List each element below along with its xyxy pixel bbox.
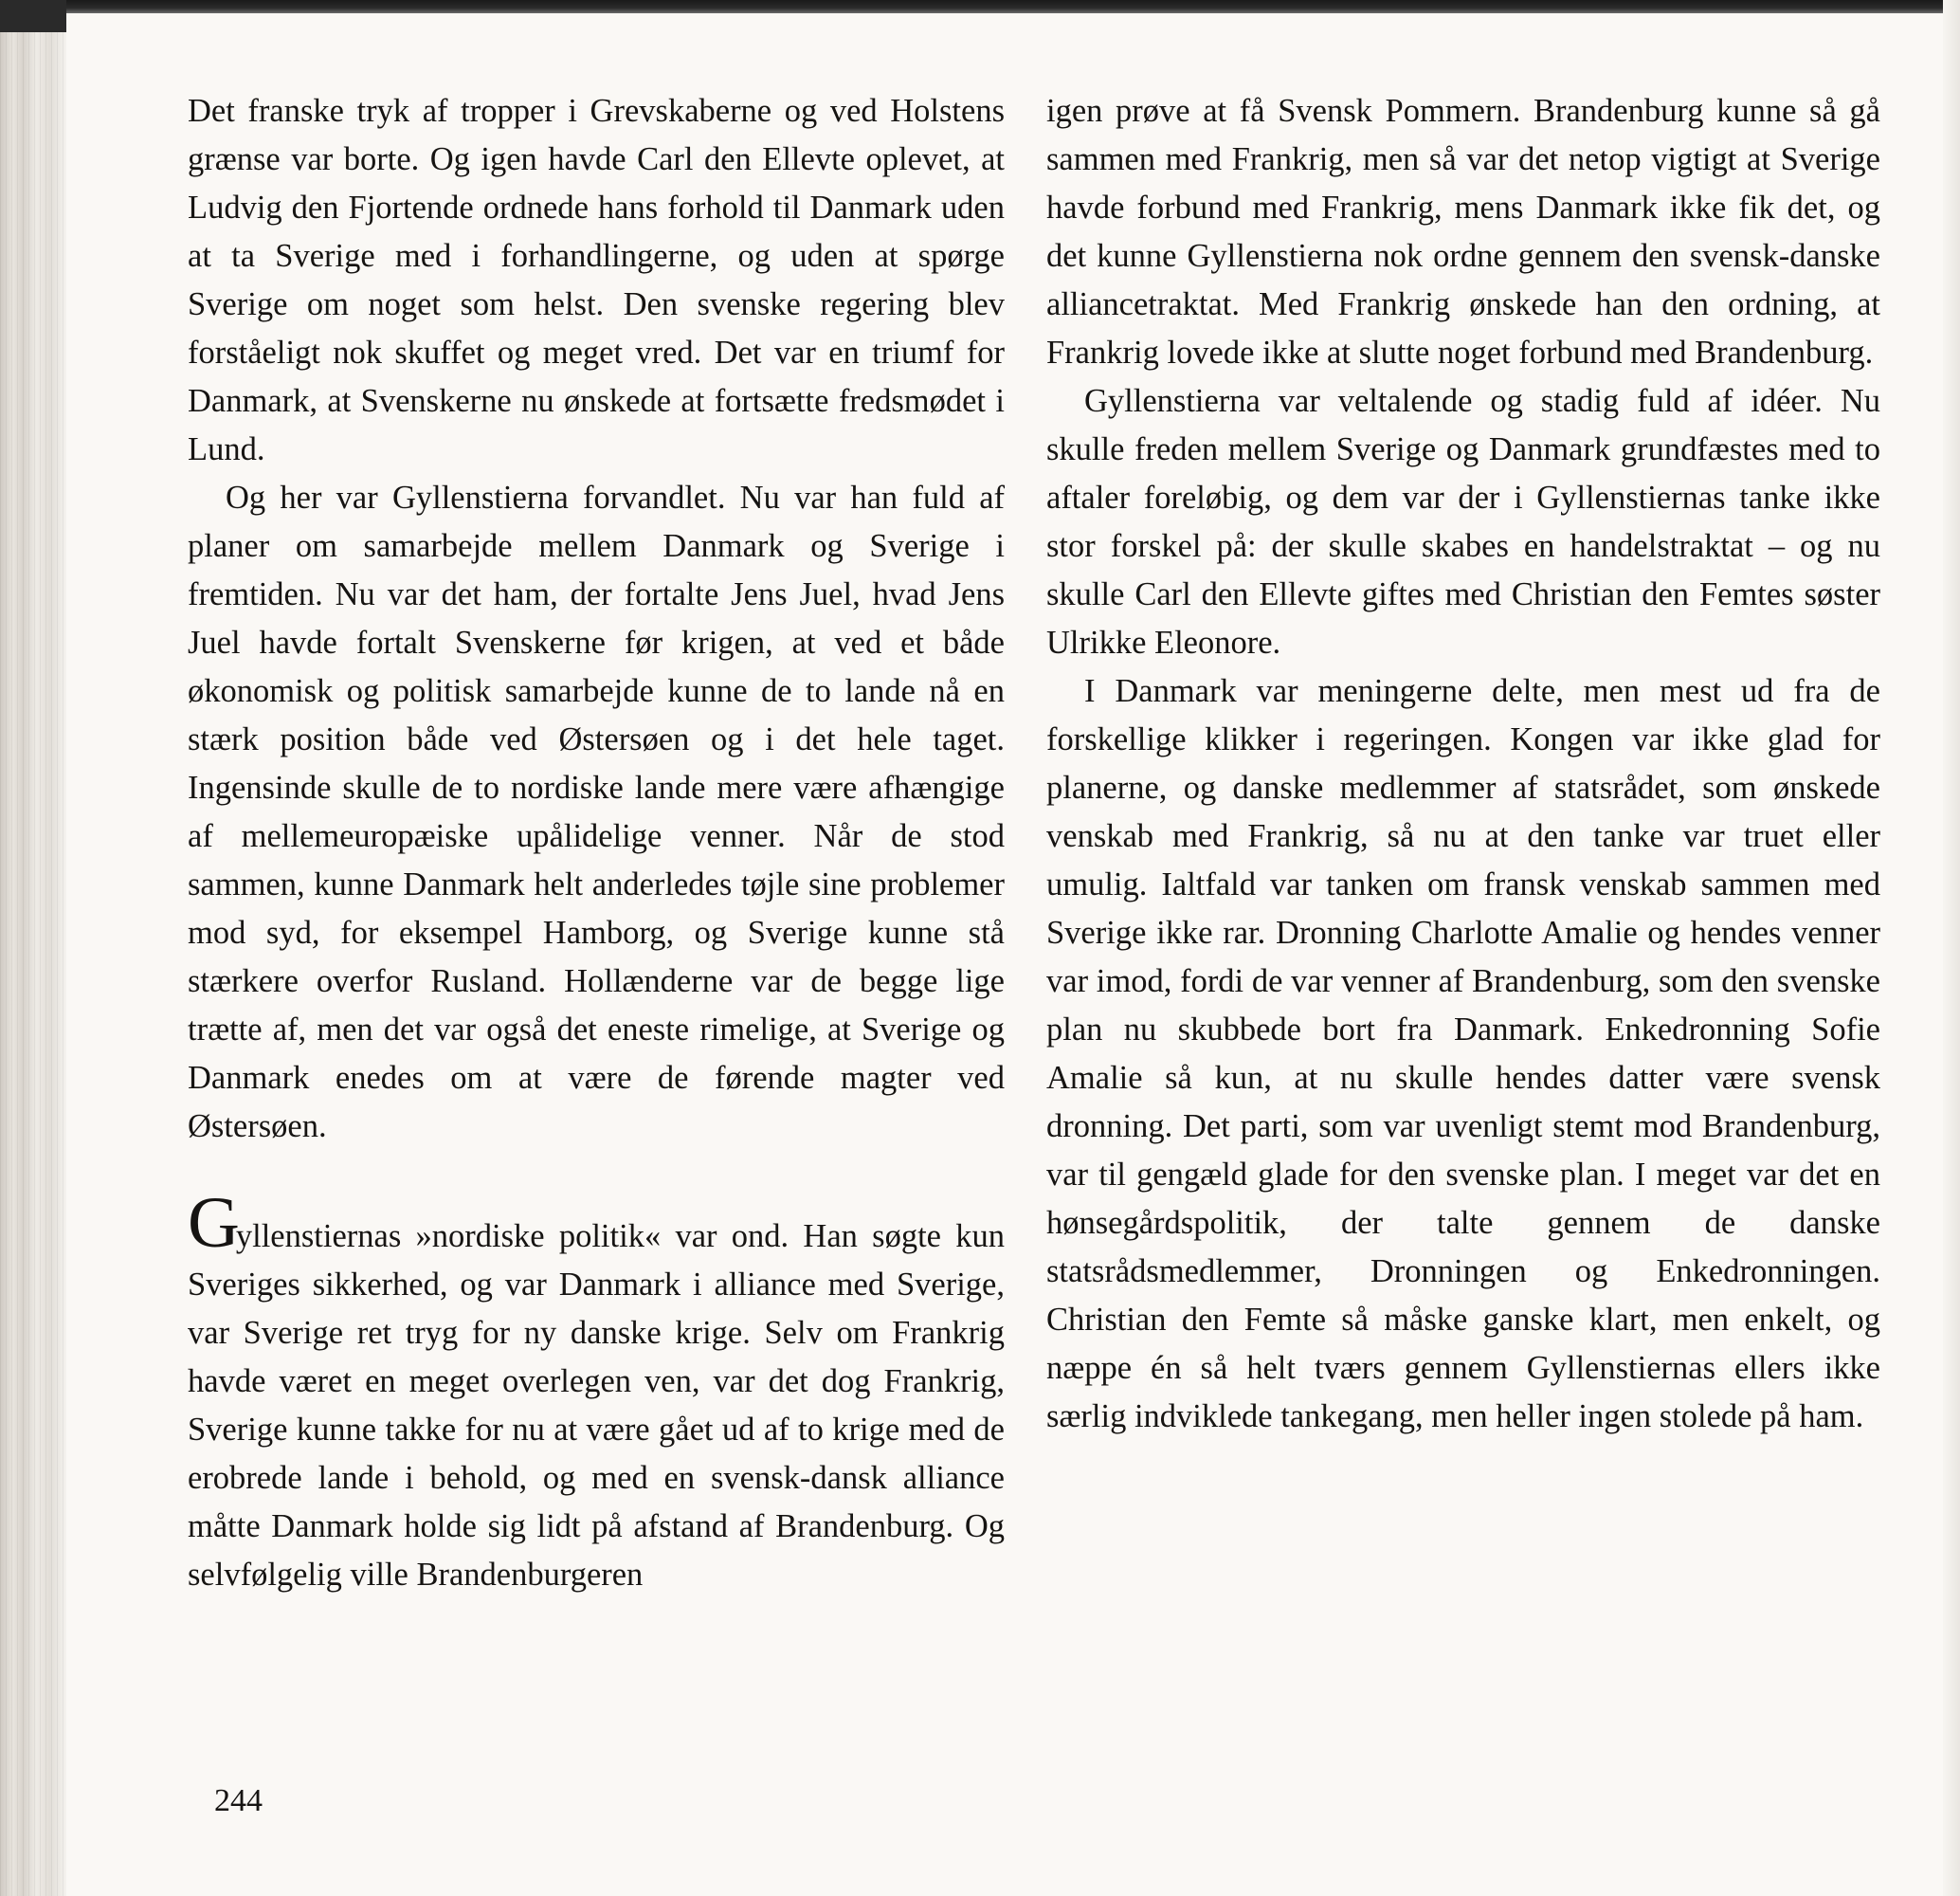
page-stack-lines <box>0 0 66 1896</box>
page-number: 244 <box>214 1783 263 1818</box>
scanner-corner <box>0 0 66 32</box>
section-break <box>188 1151 1005 1204</box>
scanner-top-edge <box>0 0 1960 13</box>
paragraph: Og her var Gyllenstierna forvandlet. Nu var han fuld af planer om samarbejde mellem Danmark og Sverige i fremtiden. Nu var det ham, der fortalte Jens Juel, hvad Jens Juel havde fortalt Svenskerne før krigen, at ved et både økonomisk og politisk samarbejde kunne de to lande nå en stærk position både ved Østersøen og i det hele taget. Ingensinde skulle de to nordiske lande mere være afhængige af mellemeuropæiske upålidelige venner. Når de stod sammen, kunne Danmark helt anderledes tøjle sine problemer mod syd, for eksempel Hamborg, og Sverige kunne stå stærkere overfor Rusland. Hollænderne var de begge lige trætte af, men det var også det eneste rimelige, at Sverige og Danmark enedes om at være de førende magter ved Østersøen. <box>188 480 1005 1144</box>
right-text-column <box>1046 87 1880 1441</box>
paragraph: Gyllenstierna var veltalende og stadig fuld af idéer. Nu skulle freden mellem Sverige og Danmark grundfæstes med to aftaler foreløbig, og dem var der i Gyllenstiernas tanke ikke stor forskel på: der skulle skabes en handelstraktat – og nu skulle Carl den Ellevte giftes med Christian den Femtes søster Ulrikke Eleonore. <box>1046 383 1880 661</box>
paragraph: I Danmark var meningerne delte, men mest ud fra de forskellige klikker i regeringen. Kongen var ikke glad for planerne, og danske medlemmer af statsrådet, som ønskede venskab med Frankrig, så nu at den tanke var truet eller umulig. Ialtfald var tanken om fransk venskab sammen med Sverige ikke rar. Dronning Charlotte Amalie og hendes venner var imod, fordi de var venner af Brandenburg, som den svenske plan nu skubbede bort fra Danmark. Enkedronning Sofie Amalie så kun, at nu skulle hendes datter være svensk dronning. Det parti, som var uvenligt stemt mod Brandenburg, var til gengæld glade for den svenske plan. I meget var det en hønsegårdspolitik, der talte gennem de danske statsrådsmedlemmer, Dronningen og Enkedronningen. Christian den Femte så måske ganske klart, men enkelt, og næppe én så helt tværs gennem Gyllenstiernas ellers ikke særlig indviklede tankegang, men heller ingen stolede på ham. <box>1046 673 1880 1434</box>
paragraph-with-initial: Gyllenstiernas »nordiske politik« var ond. Han søgte kun Sveriges sikkerhed, og var Danmark i alliance med Sverige, var Sverige ret tryg for ny danske krige. Selv om Frankrig havde været en meget overlegen ven, var det dog Frankrig, Sverige kunne takke for nu at være gået ud af to krige med de erobrede lande i behold, og med en svensk-dansk alliance måtte Danmark holde sig lidt på afstand af Brandenburg. Og selvfølgelig ville Brandenburgeren <box>188 1183 1005 1593</box>
paragraph: Det franske tryk af tropper i Grevskaberne og ved Holstens grænse var borte. Og igen havde Carl den Ellevte oplevet, at Ludvig den Fjortende ordnede hans forhold til Danmark uden at ta Sverige med i forhandlingerne, og uden at spørge Sverige om noget som helst. Den svenske regering blev forståeligt nok skuffet og meget vred. Det var en triumf for Danmark, at Svenskerne nu ønskede at fortsætte fredsmødet i Lund. <box>188 93 1005 467</box>
page-right-edge <box>1943 0 1960 1896</box>
paragraph: igen prøve at få Svensk Pommern. Brandenburg kunne så gå sammen med Frankrig, men så var det netop vigtigt at Sverige havde forbund med Frankrig, mens Danmark ikke fik det, og det kunne Gyllenstierna nok ordne gennem den svensk-danske alliancetraktat. Med Frankrig ønskede han den ordning, at Frankrig lovede ikke at slutte noget forbund med Brandenburg. <box>1046 93 1880 371</box>
left-text-column <box>188 87 1005 1599</box>
